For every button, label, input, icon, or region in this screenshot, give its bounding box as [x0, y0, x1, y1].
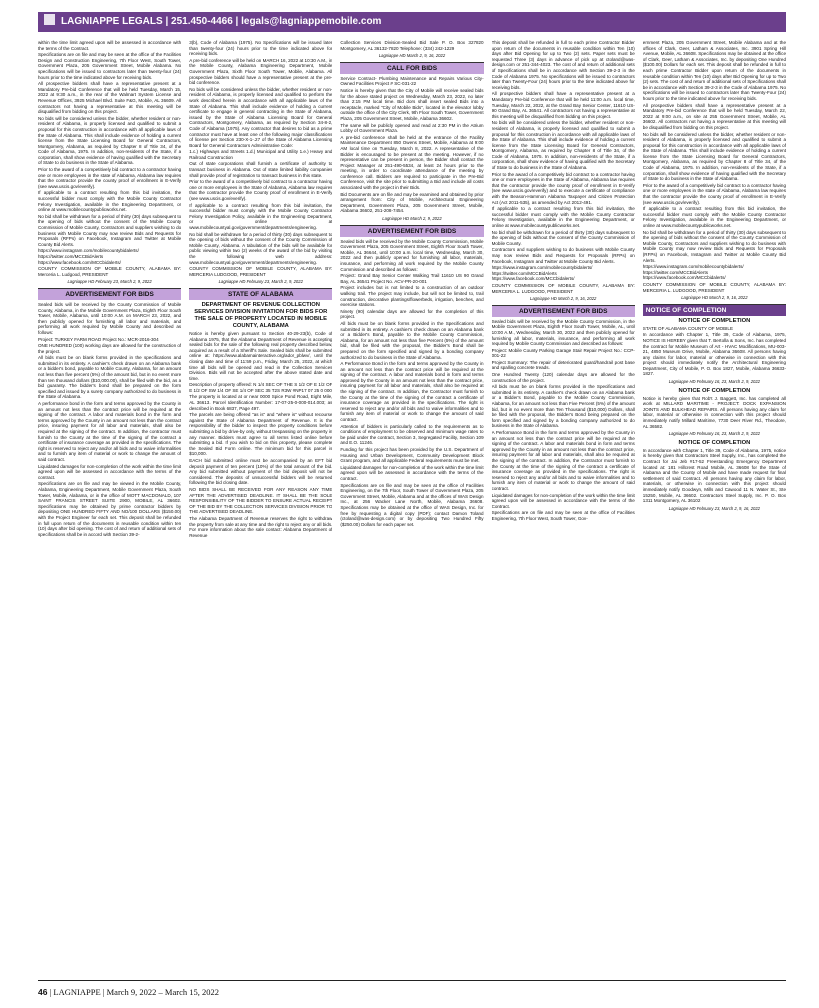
section-header-text: LAGNIAPPE LEGALS | 251.450-4466 | legals@lagniappemobile.com	[61, 16, 382, 27]
notice-paragraph: All prospective bidders shall have a representative present at a Mandatory Pre-bid Conference that will be held 11:00 a.m. local time, Tuesday, March 22, 2022, at the Grand Bay Senior Center, 11610 US-90 Grand Bay, AL 36541. All contractors not having a representative at this meeting will be disqualified from bidding on this project.	[491, 91, 635, 119]
notice-paragraph: All prospective bidders shall have a representative present at a Mandatory Pre-bid Conference that will be held Tuesday, March 15, 2022 at 9:30 a.m., in the rear of the Walmart System License and Revenue Offices, 3925 Michael Blvd. Suite F&G, Mobile, AL 36609. All contractors not having a representative at this meeting will be disqualified from bidding on this project.	[38, 81, 182, 115]
notice-paragraph: Sealed bids will be received by the County Commission of Mobile County, Alabama, in the Mobile Government Plaza, Eighth Floor South Tower, Mobile, Alabama, until 10:00 A.M. on MARCH 23, 2022, and then publicly opened for furnishing all labor and materials, and performing all work required by Mobile County and described as follows:	[38, 301, 182, 335]
notice-paragraph: Specifications are on file and may be seen at the office of the Facilities Design and Construction Engineering, 7th Floor West, South Tower, Government Plaza, 205 Government Street, Mobile Alabama. No specifications will be issued to contractors later than twenty-four (24) hours prior to the time indicated above for receiving bids.	[38, 52, 182, 80]
notice-subheading: DEPARTMENT OF REVENUE COLLECTION SERVICES DIVISION INVITATION FOR BIDS FOR THE SALE OF PROPERTY LOCATED IN MOBILE COUNTY, ALABAMA	[194, 301, 328, 329]
notice-paragraph: Sealed bids will be received by the Mobile County Commission, Mobile Government Plaza, 205 Government Street, Eighth Floor South Tower, Mobile, AL 36644, until 10:00 a.m. local time, Wednesday, March 30, 2022 and then publicly opened for furnishing all labor, materials, insurance, and performing all work required by the Mobile County Commission and described as follows:	[340, 238, 484, 272]
notice-paragraph: https://www.instagram.com/mobilecountybidalerts/ https://twitter.com/MCCBidAlerts https://www.facebook.com/MCCbidalerts/	[491, 265, 593, 282]
notice-paragraph: This deposit shall be refunded in full to each prime Contractor Bidder upon return of the documents in reusable condition within Ten (10) days after Bid Opening for up to Two (2) sets. Paper sets must be requested Three (3) days in advance of pick up at ctoland@was-design.com or 251-344-4023. The cost of and return of additional sets of Specifications shall be in accordance with Section 39-2-3 in the Code of Alabama 1975. No specifications will be issued to contractors later than Twenty-Four (24) hours prior to the time indicated above for receiving bids.	[491, 40, 635, 90]
notice-paragraph: All bids must be on blank forms provided in the Specifications and submitted in its entirety. A cashier's check drawn on an Alabama bank or a Bidder's Bond, payable to the Mobile County Commission, Alabama, for an amount not less than five Percent (5%) of the amount bid, shall be filed with the proposal, the Bidder's Bond shall be prepared on the form specified and signed by a bonding company authorized to do business in the State of Alabama.	[340, 320, 484, 360]
notice-paragraph: No bids will be considered unless the bidder, whether resident or non-resident of Alabama, is properly licensed and qualified to submit a proposal for this construction in accordance with all applicable laws of the State of Alabama. This shall include evidence of holding a current license from the State Licensing Board for General Contractors, Montgomery, Alabama, as required by Chapter 8 of Title 34, of the Code of Alabama, 1975. In addition, non-residents of the State, if a corporation, shall show evidence of having qualified with the Secretary of State to do business in the State of Alabama.	[38, 115, 182, 166]
section-heading: NOTICE OF COMPLETION	[643, 304, 786, 316]
notice-paragraph: A Performance Bond in the form and terms approved by the County in an amount not less than the contract price will be required at the signing of the contract. A labor and materials bond in form and terms approved by the County in an amount not less than the contract price, insuring payment for all labor and materials, shall also be required at the signing of the contract. In addition, the Contractor must furnish to the County at the time of the signing of the contract a certificate of insurance coverage as provided in the specifications. The right is reserved to reject any and/or all bids and to waive informalities and to furnish any item of material or work to change the amount of said contract.	[340, 361, 484, 423]
publication-tag: Lagniappe HD February 16, 23, March 2, 9, 2022	[668, 431, 761, 437]
notice-paragraph: Specifications are on file and may be seen at the office of Facilities Engineering, on the 7th Floor, South Tower of Government Plaza, 205 Government Street, Mobile, Alabama and at the offices of WAS Design Inc., at 256 Wacker Lane North, Mobile, Alabama 36608. Specifications may be obtained at the office of WAS Design, Inc. for free by requesting a digital copy (PDF); contact Damon Toland (ctoland@was-design.com) or by depositing Two Hundred Fifty ($250.00) Dollars for each paper set.	[340, 482, 484, 527]
notice-paragraph: The parcels are being offered "as is" and "where is" without recourse against the State of Alabama Department of Revenue. It is the responsibility of the bidder to inspect the property conditions before submitting a bid by drive-by only, without trespassing on the property in any manner. Bidders must agree to all terms listed online before submitting a bid. If you wish to bid on this property, please complete the Sealed Bid Form online. The minimum bid for this parcel is $10,000.	[189, 412, 333, 457]
notice-paragraph: A pre-bid conference shall be held at the entrance of the Facility Maintenance Department 850 Owens Street, Mobile, Alabama at 9:00 AM local time on Tuesday, March 8, 2022. A representative of the Bidder is encouraged to be present at the meeting. However, if no representative can be present in person, the Bidder shall contact the Project Manager at 251-490-5534, at least 24 hours prior to the meeting, in order to coordinate attendance of the meeting by conference call. Bidders are required to participate in the Pre-Bid Conference, visit the site prior to submitting a Bid and include all costs associated with the project in their Bids.	[340, 134, 484, 191]
notice-paragraph: within the time limit agreed upon will be assessed in accordance with the terms of the Contract.	[38, 40, 182, 51]
square-icon	[44, 14, 55, 25]
notice-paragraph: If applicable to a contract resulting from this bid invitation, the successful bidder must comply with the Mobile County Contractor Felony Investigation, available in the Engineering Department, or online at www.mobilecountypublicworks.net.	[491, 206, 635, 228]
notice-paragraph: No bids will be considered unless the bidder, whether resident or non-resident of Alabama, is properly licensed and qualified to submit a proposal for this construction in accordance with all applicable laws of the State of Alabama. This shall include evidence of holding a current license from the State Licensing Board for General Contractors, Montgomery, Alabama, as required by Chapter 8 of Title 34, of the Code of Alabama, 1975. In addition, non-residents of the State, if a corporation, shall show evidence of having qualified with the Secretary of State to do business in the State of Alabama.	[491, 120, 635, 171]
notice-paragraph: One Hundred Twenty (120) calendar days are allowed for the construction of the project.	[491, 372, 635, 383]
notice-paragraph: Project Summary: The repair of deteriorated guard/handrail post base and spalling concrete treads.	[491, 359, 635, 371]
notice-paragraph: Service Contract- Plumbing Maintenance and Repairs Various City-Owned Facilities Project # SC-031-22	[340, 75, 484, 87]
notice-paragraph: 3(b), Code of Alabama (1975). No Specifications will be issued later than twenty-four (24) hours prior to the time indicated above for receiving bids.	[189, 40, 333, 57]
notice-paragraph: All prospective bidders shall have a representative present at a Mandatory Pre-bid Conference that will be held Tuesday, March 22, 2022 at 9:00 a.m., on site at 255 Government Street, Mobile, AL 36602. All contractors not having a representative at this meeting will be disqualified from bidding on this project.	[642, 102, 786, 130]
notice-paragraph: Description of property offered: N 1/4 SEC OF THE S 1/2 OF E 1/2 OF E 1/2 OF SW 1/4 OF SE 1/4 OF SEC 35 T2S R3W #NP17 07 25 0 000	[189, 382, 333, 393]
notice-subheading: NOTICE OF COMPLETION	[678, 387, 751, 394]
page-footer: 46 | LAGNIAPPE | March 9, 2022 – March 15, 2022	[38, 980, 786, 997]
notice-paragraph: If applicable to a contract resulting from this bid invitation, the successful bidder must comply with the Mobile County Contractor Felony Investigation, available in the Engineering Department, or online at www.mobilecountypublicworks.net.	[38, 190, 182, 213]
notice-subheading: NOTICE OF COMPLETION	[678, 317, 751, 324]
publication-tag: Lagniappe HD March 2, 9, 16, 2022	[378, 53, 446, 59]
notice-paragraph: https://www.instagram.com/mobilecountybidalerts/ https://twitter.com/MCCBidAlerts https://www.facebook.com/MCCbidalerts/	[642, 264, 744, 281]
notice-paragraph: Specifications are on file and may be seen at the office of Facilities Engineering, 7th Floor West, South Tower, Gov-	[491, 510, 635, 521]
notice-paragraph: COUNTY COMMISSION OF MOBILE COUNTY, ALABAMA BY: MERCERIA L. LUDGOOD, PRESIDENT	[491, 282, 635, 294]
notice-paragraph: Prior to the award of a competitively bid contract to a contractor having one or more employees in the state of Alabama, Alabama law requires that the contractor provide the county proof of enrollment in E-Verify (see www.uscis.gov/everify).	[38, 167, 182, 189]
notice-paragraph: In accordance with Chapter 1, Title 39, Code of Alabama, 1975, NOTICE IS HEREBY given that T. Bertolla & Sons, Inc. has completed the contract for Mobile Museum of Art - HVAC Modifications, MU-003-21, 4850 Museum Drive, Mobile, Alabama 36608. All persons having any claims for labor, material or otherwise in connection with this project should immediately notify the Architectural Engineering Department, City of Mobile, P. O. Box 1827, Mobile, Alabama 36633-1827.	[642, 332, 786, 377]
notice-paragraph: No bids will be considered unless the bidder, whether resident or non-resident of Alabama, is properly licensed and qualified to submit a proposal for this construction in accordance with all applicable laws of the State of Alabama. This shall include evidence of holding a current license from the State Licensing Board for General Contractors, Montgomery, Alabama, as required by Chapter 8 of Title 34, of the Code of Alabama, 1975. In addition, non-residents of the State, if a corporation, shall show evidence of having qualified with the Secretary of State to do business in the State of Alabama.	[642, 131, 786, 182]
notice-paragraph: Bid Documents are on file and may be examined and obtained by prior arrangement from: City of Mobile, Architectural Engineering Department, Government Plaza, 205 Government Street, Mobile, Alabama 36602, 251-208-7454.	[340, 191, 484, 214]
notice-paragraph: Ninety (90) calendar days are allowed for the completion of this project.	[340, 308, 484, 320]
notice-paragraph: If applicable to a contract resulting from this bid invitation, the successful bidder must comply with the Mobile County Contractor Felony Investigation, available in the Engineering Department, or online at www.mobilecountypublicworks.net.	[642, 206, 786, 228]
notice-paragraph: Sealed bids will be received by the Mobile County Commission, in the Mobile Government Plaza, Eighth Floor South Tower, Mobile, AL, until 10:00 A.M., Wednesday, March 30, 2022 and then publicly opened for furnishing all labor, materials, insurance, and performing all work required by Mobile County Commission and described as follows:	[491, 318, 635, 347]
notice-paragraph: EACH bid submitted online must be accompanied by an EFT bid deposit payment of ten percent (10%) of the total amount of the bid. Any bid submitted without payment of the bid deposit will not be considered. The deposits of unsuccessful bidders will be returned following the bid closing date.	[189, 458, 333, 486]
notice-paragraph: Project: Mobile County Parking Garage Stair Repair Project No.: CCP-001-22	[491, 347, 635, 359]
section-header-bar	[38, 12, 786, 32]
notice-paragraph: A Performance Bond in the form and terms approved by the County in an amount not less than the contract price will be required at the signing of the contract. A labor and materials bond in form and terms approved by the County in an amount not less than the contract price, insuring payment for all labor and materials, shall also be required at the signing of the contract. In addition, the Contractor must furnish to the County at the time of the signing of the contract a certificate of insurance coverage as provided in the specifications. The right is reserved to reject any and/or all bids and to waive informalities and to furnish any item of material or work to change the amount of said contract.	[491, 430, 635, 491]
notice-paragraph: Collection Services Division-Sealed Bid Sale P. O. Box 327820 Montgomery, AL 36132-7820 Telephone: (334) 242-1229	[340, 40, 484, 51]
notice-paragraph: No bids will be considered unless the bidder, whether resident or non-resident of Alabama, is properly licensed and qualified to perform the work described herein in accordance with all applicable laws of the State of Alabama. This shall include evidence of holding a current certificate to engage in general contracting in the State of Alabama, issued by the State of Alabama Licensing Board for General Contractors, Montgomery, Alabama, as required by Section 34-8-2, Code of Alabama (1975). Any contractor that desires to bid as a prime contractor must have at least one of the following major classifications of license per Section 230-X-1-.27 of the State of Alabama Licensing Board for General Contractors Administrative Code:	[189, 86, 333, 148]
notice-paragraph: Project: TURKEY FARM ROAD Project No.: MCR-2016-304	[38, 336, 159, 342]
notice-paragraph: Project: Grand Bay Senior Center Walking Trail 11610 US 90 Grand Bay, AL 36541 Project No. ACV-PR-20-001	[340, 273, 484, 284]
notice-paragraph: In accordance with Chapter 1, Title 39, Code of Alabama, 1975, notice is hereby given that Contractors Steel Supply, Inc., has completed the Contract for Jai Jeb #17-52 Freestanding Emergency Department located at: 181 Hillcrest Road Mobile, AL 36608 for the State of Alabama and the County of Mobile and have made request for final settlement of said Contract. All persons having any claim for labor, materials, or otherwise in connection with this project should immediately notify Goodwyn, Mills and Cawood 11 N. Water St., Ste 15250, Mobile, AL 36602. Contractors Steel Supply, Inc. P. O. Box 1311 Montgomery, AL 36102	[642, 447, 786, 504]
notice-paragraph: COUNTY COMMISSION OF MOBILE COUNTY, ALABAMA BY: MERCERIA L. LUDGOOD, PRESIDENT	[642, 281, 786, 293]
notice-paragraph: STATE OF ALABAMA COUNTY OF MOBILE	[642, 325, 733, 331]
page-number: 46	[38, 987, 48, 997]
notice-paragraph: Notice is hereby given that Rob't J. Baggett, Inc. has completed all work at MILLARD MARITIME - PROJECT: DOCK EXPANSION JOINTS AND BULKHEAD REPAIRS. All persons having any claim for labor, material or otherwise in connection with this project should immediately notify Millard Maritime, 7730 Deer River Rd., Theodore, AL 36582.	[642, 395, 786, 429]
notice-paragraph: No bid shall be withdrawn for a period of thirty (30) days subsequent to the opening of bids without the consent of the County Commission of Mobile County, Contractors and suppliers wishing to do business with Mobile County may now review Bids and Requests for Proposals (RFPs) on Facebook, Instagram and Twitter at Mobile County Bid Alerts.	[642, 229, 786, 263]
notice-paragraph: Liquidated damages for non-completion of the work within the time limit agreed upon will be assessed in accordance with the terms of the Contract.	[491, 492, 635, 509]
notice-paragraph: Project includes but is not limited to a construction of an outdoor walking trail. The project may include, but will not be limited to, trail construction, decorative plantings/flowerbeds, irrigation, benches, and exercise stations.	[340, 285, 484, 308]
legals-page	[38, 40, 786, 972]
notice-paragraph: The Alabama Department of Revenue reserves the right to withdraw the property from sale at any time and the right to reject any or all bids. For more information about the sale contact: Alabama Department of Revenue	[189, 515, 333, 538]
column-5	[643, 40, 786, 972]
section-heading: STATE OF ALABAMA	[189, 288, 332, 300]
notice-paragraph: COUNTY COMMISSION OF MOBILE COUNTY, ALABAMA BY: Merceria L. Ludgood, PRESIDENT	[38, 266, 182, 277]
notice-paragraph: All bids must be on blank forms provided in the Specifications and submitted in its entirety. A cashier's check drawn on an Alabama bank or a Bidder's Bond, payable to the Mobile County Commission, Alabama, for an amount not less than Five Percent (5%) of the amount bid, but in no event more than Ten Thousand ($10,000) Dollars, shall be filed with the proposal, the Bidder's Bond being prepared on the form specified and signed by a bonding company authorized to do business in the State of Alabama.	[491, 384, 635, 429]
column-3	[340, 40, 483, 972]
publication-tag: Lagniappe HD February 16, 23, March 2, 9, 2022	[668, 379, 761, 385]
notice-paragraph: The same will be publicly opened and read at 2:30 PM in the Atrium Lobby of Government Plaza.	[340, 122, 484, 134]
section-heading: CALL FOR BIDS	[340, 62, 483, 74]
publication-tag: Lagniappe HD February 23, March 2, 9, 16, 2022	[668, 505, 761, 511]
notice-paragraph: NO BIDS SHALL BE RECEIVED FOR ANY REASON ANY TIME AFTER THE ADVERTISED DEADLINE. IT SHALL BE THE SOLE RESPONSIBILITY OF THE BIDDER TO ENSURE ACTUAL RECEIPT OF THE BID BY THE COLLECTION SERVICES DIVISION PRIOR TO THE ADVERTISED DEADLINE.	[189, 486, 333, 515]
notice-paragraph: Out of state corporations shall furnish a certificate of authority to transact business in Alabama. Out of state limited liability companies shall provide proof of registration to transact business in this state.	[189, 161, 333, 178]
notice-paragraph: Prior to the award of a competitively bid contract to a contractor having one or more employees in the State of Alabama, Alabama law requires that the contractor provide the County proof of enrollment in E-Verify (see www.uscis.gov/everify).	[189, 179, 333, 202]
footer-brand: LAGNIAPPE	[53, 987, 101, 997]
notice-paragraph: Prior to the award of a competitively bid contract to a contractor having one or more employees in the State of Alabama, Alabama law requires that the contractor provide the county proof of enrollment in E-Verify (see www.uscis.gov/everify) and to execute a certificate of compliance with the Beason-Hammon Alabama Taxpayer and Citizen Protection Act (Act 2011-535), as amended by Act 2012-491.	[491, 171, 635, 205]
notice-paragraph: ONE HUNDRED (100) working days are allowed for the construction of the project.	[38, 343, 182, 354]
notice-paragraph: A performance bond in the form and terms approved by the County in an amount not less than the contract price will be required at the signing of the contract. A labor and materials bond in the form and terms approved by the County in an amount not less than the contract price, insuring payment for all labor and materials, shall also be required at the signing of the contract. In addition, the contractor must furnish to the County at the time of the signing of the contract a certificate of insurance coverage as provided in the specifications. The right is reserved to reject any and/or all bids and to waive informalities and to furnish any item of material or work to change the amount of said contract.	[38, 401, 182, 462]
notice-paragraph: The property is located at or near 0000 Spice Pond Road, Eight Mile, AL 36613. Parcel Identification Number: 17-07-25-0-000-014.003; as described in Book 6837, Page 497.	[189, 394, 333, 411]
notice-paragraph: Prior to the award of a competitively bid contract to a contractor having one or more employees in the state of Alabama, Alabama law requires that the contractor provide the county proof of enrollment in E-Verify (see www.uscis.gov/everify).	[642, 182, 786, 205]
column-2	[189, 40, 332, 972]
notice-subheading: NOTICE OF COMPLETION	[678, 439, 751, 446]
notice-paragraph: No bid shall be withdrawn for a period of thirty (30) days subsequent to the opening of bids without the consent of the Mobile County Commission of Mobile County, Contractors and suppliers wishing to do business with Mobile County may now review Bids and Requests for Proposals (RFPs) on Facebook, Instagram and Twitter at Mobile County Bid Alerts.	[38, 213, 182, 247]
publication-tag: Lagniappe HD February 23, March 2, 9, 2022	[218, 279, 303, 285]
notice-paragraph: COUNTY COMMISSION OF MOBILE COUNTY, ALABAMA BY: MERCERIA LUDGOOD, PRESIDENT	[189, 266, 333, 277]
notice-paragraph: Liquidated damages for non-completion of the work within the time limit agreed upon will be assessed in accordance with the terms of the contract.	[38, 463, 182, 480]
notice-paragraph: Notice is hereby given pursuant to Section 40-29-23(b), Code of Alabama 1975, that the Alabama Department of Revenue is accepting sealed bids for the sale of the following real property described below, acquired as a result of a Sheriff's Sale. Sealed bids shall be submitted online at: https://www.alabamainteractive.org/ador_pblwv/, until the closing date and time of 11:59 p.m., Friday, March 25, 2022, at which time all bids will be opened and read in the Collection Services Division. Bids will not be accepted after the above stated date and time.	[189, 330, 333, 381]
notice-paragraph: A pre-bid conference will be held on MARCH 16, 2022 at 10:30 A.M., in the Mobile County, Alabama Engineering Department, Mobile Government Plaza, Sixth Floor South Tower, Mobile, Alabama. All prospective bidders should have a representative present at the pre-bid conference.	[189, 57, 333, 86]
notice-paragraph: Contractors and suppliers wishing to do business with Mobile County may now review Bids and Requests for Proposals (RFPs) on Facebook, Instagram and Twitter at Mobile County Bid Alerts.	[491, 247, 635, 264]
notice-paragraph: https://www.instagram.com/mobilecountybidalerts/ https://twitter.com/MCCBidAlerts https://www.facebook.com/MCCbidalerts/	[38, 248, 139, 265]
footer-dates: March 9, 2022 – March 15, 2022	[106, 987, 219, 997]
notice-paragraph: Liquidated damages for non-completion of the work within the time limit agreed upon will be assessed in accordance with the terms of the contract.	[340, 464, 484, 481]
notice-paragraph: No bid shall be withdrawn for a period of thirty (30) days subsequent to the opening of bids without the consent of the County Commission of Mobile County, Alabama. A tabulation of the bids will be available for public viewing within two (2) weeks of the award of the bid by visiting the following web address: www.mobilecountyal.gov/government/departments/engineering.	[189, 231, 333, 265]
notice-paragraph: Notice is hereby given that the City of Mobile will receive sealed bids for the above stated project on Wednesday, March 23, 2022, no later than 2:15 PM local time. Bid dors shall insert sealed Bids into a receptacle, marked "City of Mobile Bids", located in the elevator lobby outside the office of the City Clerk, 9th Floor South Tower, Government Plaza, 205 Government Street, Mobile, Alabama 36602.	[340, 87, 484, 121]
notice-paragraph: Attention of bidders is particularly called to the requirements as to conditions of employment to be observed and minimum wage rates to be paid under the contract, Section 3, Segregated Facility, Section 109 and E.O. 11246.	[340, 423, 484, 446]
publication-tag: Lagniappe HD March 2, 9, 2022	[382, 216, 442, 222]
column-1	[38, 40, 181, 972]
notice-paragraph: No bid shall be withdrawn for a period of thirty (30) days subsequent to the opening of bids without the consent of the County Commission of Mobile County.	[491, 229, 635, 246]
notice-paragraph: Funding for this project has been provided by the U.S. Department of Housing and Urban Development, Community Development Block Grant program, and all applicable Federal requirements must be met.	[340, 447, 484, 464]
publication-tag: Lagniappe HD March 2, 9, 16, 2022	[681, 295, 748, 301]
notice-paragraph: Specifications are on file and may be viewed in the Mobile County, Alabama, Engineering Department, Mobile Government Plaza, South Tower, Mobile, Alabama, or in the office of MOTT MACDONALD, 107 SAINT FRANCIS STREET SUITE 2900, MOBILE, AL 36602. Specifications may be obtained by prime contractor bidders by depositing ONE HUNDRED FIFTY AND NO/100 DOLLARS ($150.00) with the Project Engineer for each set. This deposit shall be refunded in full upon return of the documents in reusable condition within ten (10) days after bid opening. The cost of and return of additional sets of specifications shall be in accord with Section 39-2-	[38, 481, 182, 537]
section-heading: ADVERTISEMENT FOR BIDS	[340, 225, 483, 237]
notice-paragraph: All bids must be on blank forms provided in the specifications and submitted in its entirety. A cashier's check drawn on an Alabama bank or a bidder's bond, payable to Mobile County, Alabama, for an amount not less than five percent (5%) of the amount bid, but in no event more than ten thousand dollars ($10,000.00), shall be filed with the bid, as a bid guaranty. The bidder's bond shall be prepared on the form specified and issued by a surety company authorized to do business in the State of Alabama.	[38, 355, 182, 400]
column-4	[492, 40, 635, 972]
notice-paragraph: 1.c.) Highways and Streets 1.d.) Municipal and Utility 1.e.) Heavy and Railroad Construction	[189, 149, 333, 160]
publication-tag: Lagniappe HD March 2, 9, 16, 2022	[530, 296, 597, 302]
notice-paragraph: If applicable to a contract resulting from this bid invitation, the successful bidder must comply with the Mobile County Contractor Felony Investigation Policy, available in the Engineering Department, or online at www.mobilecountyal.gov/government/departments/engineering.	[189, 202, 333, 230]
publication-tag: Lagniappe HD February 23, March 2, 9, 2022	[67, 279, 152, 285]
section-heading: ADVERTISEMENT FOR BIDS	[38, 288, 181, 300]
section-heading: ADVERTISEMENT FOR BIDS	[492, 305, 635, 317]
notice-paragraph: ernment Plaza, 205 Government Street, Mobile Alabama and at the offices of Clark, Geer, Latham & Associates, Inc. 3901 Spring Hill Avenue, Mobile, AL 36608. Specifications may be obtained at the office of Clark, Geer, Latham & Associates, Inc. by depositing One Hundred ($100.00) Dollars for each set. This deposit shall be refunded in full to each prime Contractor Bidder upon return of the documents in reusable condition within Ten (10) days after Bid Opening for up to Two (2) sets. The cost of and return of additional sets of Specifications shall be in accordance with Section 39-2-3 in the Code of Alabama 1975. No specifications will be issued to contractors later than Twenty-Four (24) hours prior to the time indicated above for receiving bids.	[642, 40, 786, 101]
